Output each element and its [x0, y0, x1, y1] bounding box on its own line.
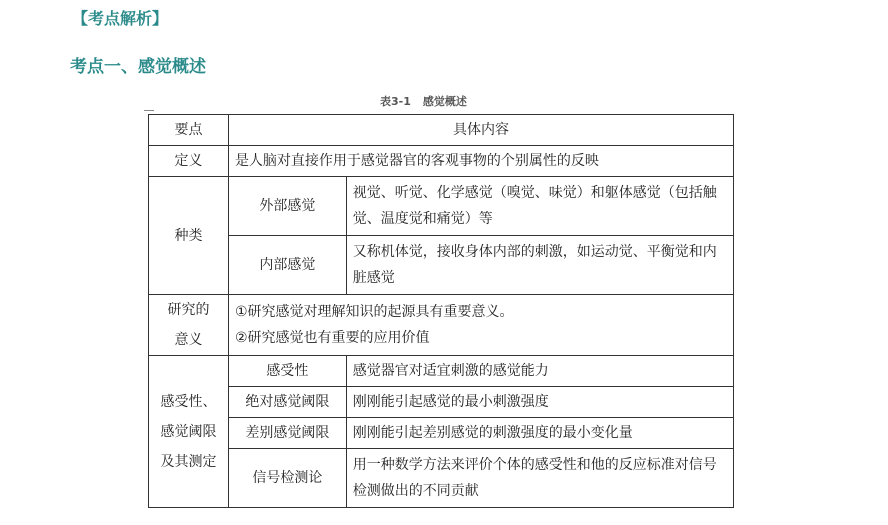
- table-row: [149, 295, 734, 356]
- internal-sensation-label: 内部感觉: [228, 236, 346, 295]
- types-label: 种类: [149, 177, 229, 295]
- table-row: [149, 418, 734, 449]
- measurement-label: 感受性、感觉阈限及其测定: [149, 356, 229, 508]
- absolute-threshold-content: 刚刚能引起感觉的最小刺激强度: [346, 387, 733, 418]
- topic-title: 考点一、感觉概述: [70, 57, 206, 77]
- absolute-threshold-label: 绝对感觉阈限: [228, 387, 346, 418]
- header-content: 具体内容: [228, 115, 733, 146]
- table-row: [149, 146, 734, 177]
- section-header: 【考点解析】: [72, 9, 169, 28]
- sensation-overview-table: [148, 114, 734, 508]
- signal-detection-label: 信号检测论: [228, 449, 346, 508]
- significance-content: [228, 295, 733, 356]
- difference-threshold-content: 刚刚能引起差别感觉的刺激强度的最小变化量: [346, 418, 733, 449]
- table-header-row: [149, 115, 734, 146]
- signal-detection-content: 用一种数学方法来评价个体的感受性和他的反应标准对信号检测做出的不同贡献: [346, 449, 733, 508]
- definition-label: 定义: [149, 146, 229, 177]
- table-caption: [380, 93, 467, 109]
- significance-label: 研究的意义: [149, 295, 229, 356]
- table-row: [149, 236, 734, 295]
- significance-item-1: ①研究感觉对理解知识的起源具有重要意义。: [234, 304, 514, 320]
- definition-content: 是人脑对直接作用于感觉器官的客观事物的个别属性的反映: [228, 146, 733, 177]
- internal-sensation-content: 又称机体觉，接收身体内部的刺激，如运动觉、平衡觉和内脏感觉: [346, 236, 733, 295]
- table-row: [149, 356, 734, 387]
- margin-tick: [144, 110, 154, 111]
- sensitivity-label: 感受性: [228, 356, 346, 387]
- table-title: 感觉概述: [422, 95, 467, 108]
- sensitivity-content: 感觉器官对适宜刺激的感觉能力: [346, 356, 733, 387]
- difference-threshold-label: 差别感觉阈限: [228, 418, 346, 449]
- table-row: [149, 177, 734, 236]
- external-sensation-label: 外部感觉: [228, 177, 346, 236]
- table-row: [149, 449, 734, 508]
- significance-item-2: ②研究感觉也有重要的应用价值: [234, 330, 430, 346]
- header-point: 要点: [149, 115, 229, 146]
- external-sensation-content: 视觉、听觉、化学感觉（嗅觉、味觉）和躯体感觉（包括触觉、温度觉和痛觉）等: [346, 177, 733, 236]
- table-row: [149, 387, 734, 418]
- table-number: 表3-1: [380, 95, 411, 108]
